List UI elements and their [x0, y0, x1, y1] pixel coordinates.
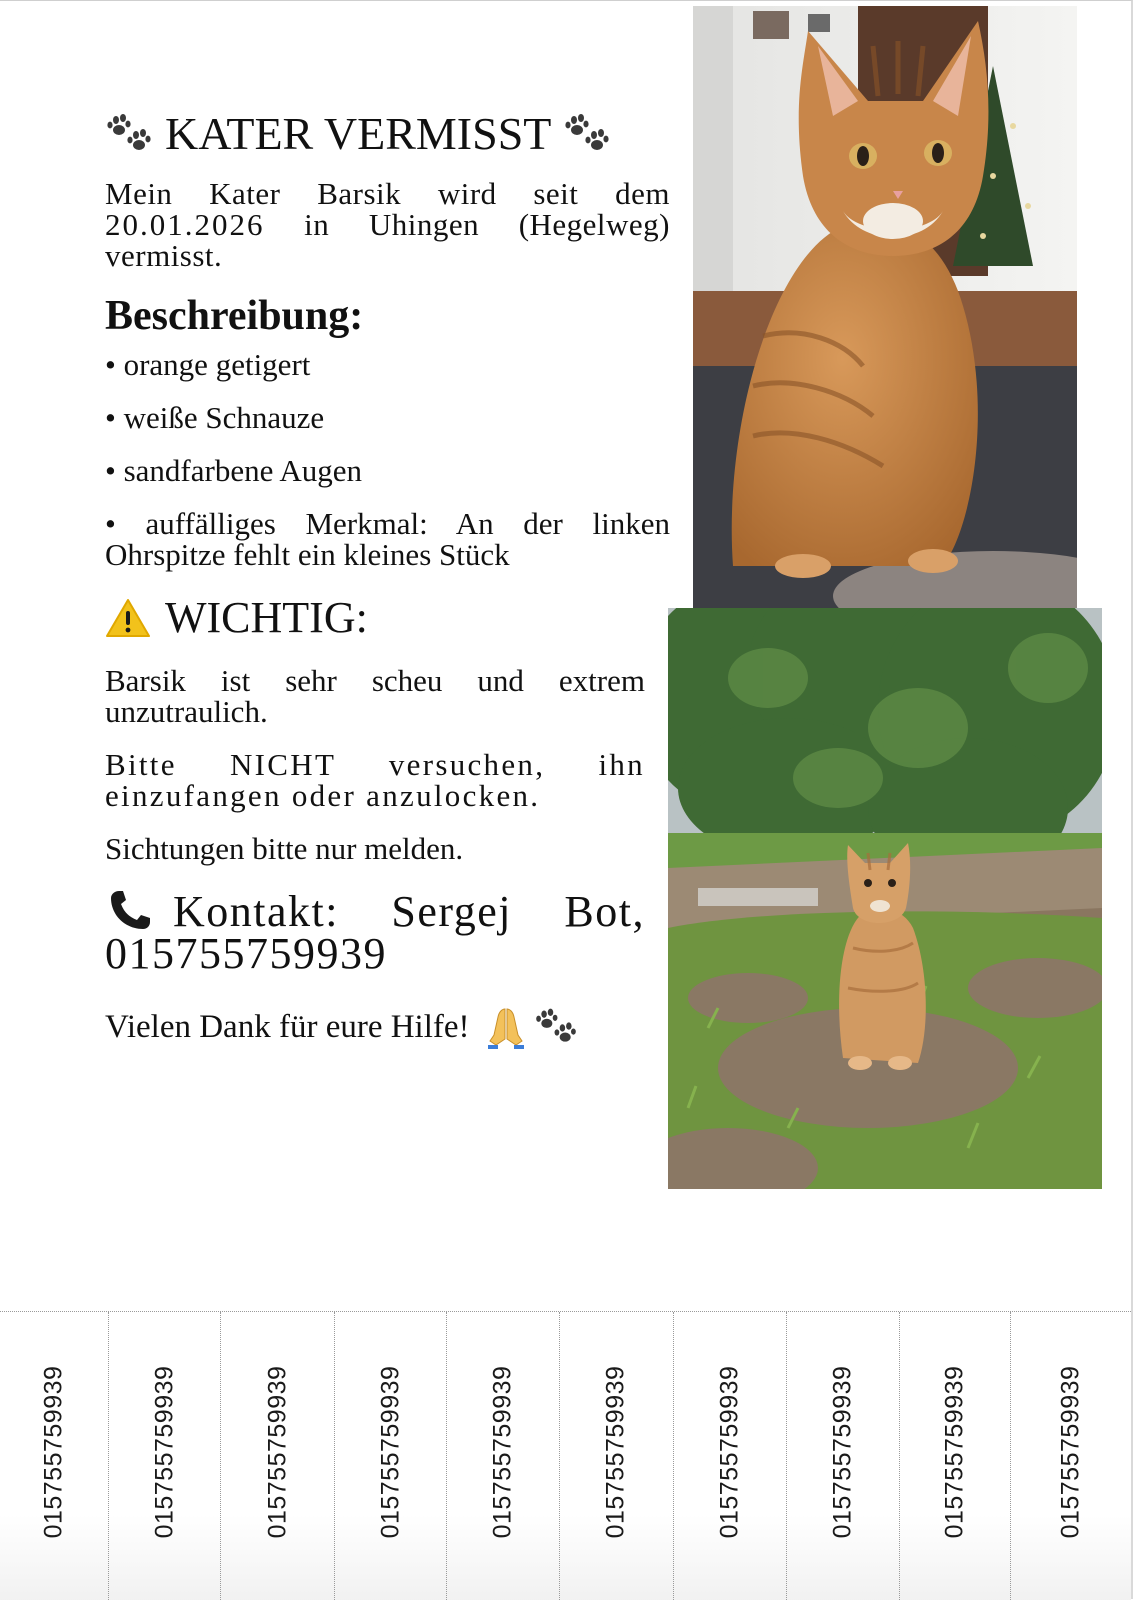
intro-text — [105, 175, 671, 273]
tear-off-tab[interactable] — [560, 1312, 674, 1600]
warning-heading-text: WICHTIG: — [165, 592, 368, 642]
warning-heading — [105, 592, 670, 645]
tear-off-tab[interactable] — [900, 1312, 1011, 1600]
tear-off-tab[interactable] — [109, 1312, 221, 1600]
tear-off-phone: 015755759939 — [1056, 1365, 1085, 1539]
cat-garden-photo — [668, 608, 1102, 1189]
tear-off-phone: 015755759939 — [263, 1365, 292, 1539]
warning-line-report: Sichtungen bitte nur melden. — [105, 830, 464, 866]
thanks-line — [105, 1005, 645, 1049]
tear-off-tab[interactable] — [335, 1312, 447, 1600]
tear-off-strip — [0, 1311, 1131, 1600]
tear-off-phone: 015755759939 — [828, 1365, 857, 1539]
contact-text: Kontakt: Sergej Bot, 015755759939 — [105, 886, 645, 978]
thanks-text: Vielen Dank für eure Hilfe! — [105, 1008, 470, 1045]
phone-icon — [105, 888, 153, 932]
flyer-title — [105, 109, 670, 160]
tear-off-phone: 015755759939 — [150, 1365, 179, 1539]
flyer-text-column — [105, 109, 670, 1049]
intro-date: 20.01.2026 — [105, 206, 265, 242]
intro-prefix: Mein Kater Barsik wird seit dem — [105, 175, 670, 211]
tear-off-tab[interactable] — [0, 1312, 109, 1600]
warning-line-do-not-catch: Bitte NICHT versuchen, ihn einzufangen oder anzulocken. — [105, 746, 645, 813]
flyer-title-text: KATER VERMISST — [165, 108, 552, 159]
description-item: • weiße Schnauze — [105, 399, 325, 435]
tear-off-phone: 015755759939 — [601, 1365, 630, 1539]
description-item: • sandfarbene Augen — [105, 452, 363, 488]
paw-prints-icon — [534, 1007, 578, 1047]
paw-prints-icon — [105, 113, 153, 155]
tear-off-tab[interactable] — [674, 1312, 787, 1600]
tear-off-tab[interactable] — [1011, 1312, 1131, 1600]
tear-off-tab[interactable] — [447, 1312, 559, 1600]
tear-off-phone: 015755759939 — [715, 1365, 744, 1539]
tear-off-tab[interactable] — [221, 1312, 335, 1600]
warning-section — [105, 662, 645, 1049]
tear-off-tab[interactable] — [787, 1312, 900, 1600]
description-heading: Beschreibung: — [105, 292, 364, 339]
paw-prints-icon — [563, 113, 611, 155]
description-item: • orange getigert — [105, 346, 311, 382]
cat-indoor-illustration — [693, 6, 1077, 609]
description-item: • auffälliges Merkmal: An der linken Ohrspitze fehlt ein kleines Stück — [105, 505, 670, 572]
contact-line — [105, 886, 645, 978]
praying-hands-icon — [484, 1005, 528, 1049]
tear-off-phone: 015755759939 — [376, 1365, 405, 1539]
tear-off-phone: 015755759939 — [488, 1365, 517, 1539]
intro-suffix: in Uhingen (Hegelweg) vermisst. — [105, 206, 671, 273]
tear-off-phone: 015755759939 — [940, 1365, 969, 1539]
cat-garden-illustration — [668, 608, 1102, 1189]
warning-icon — [105, 598, 151, 638]
tear-off-phone: 015755759939 — [39, 1365, 68, 1539]
warning-line-shy: Barsik ist sehr scheu und extrem unzutraulich. — [105, 662, 645, 729]
description-list — [105, 346, 670, 572]
cat-indoor-photo — [693, 6, 1077, 609]
